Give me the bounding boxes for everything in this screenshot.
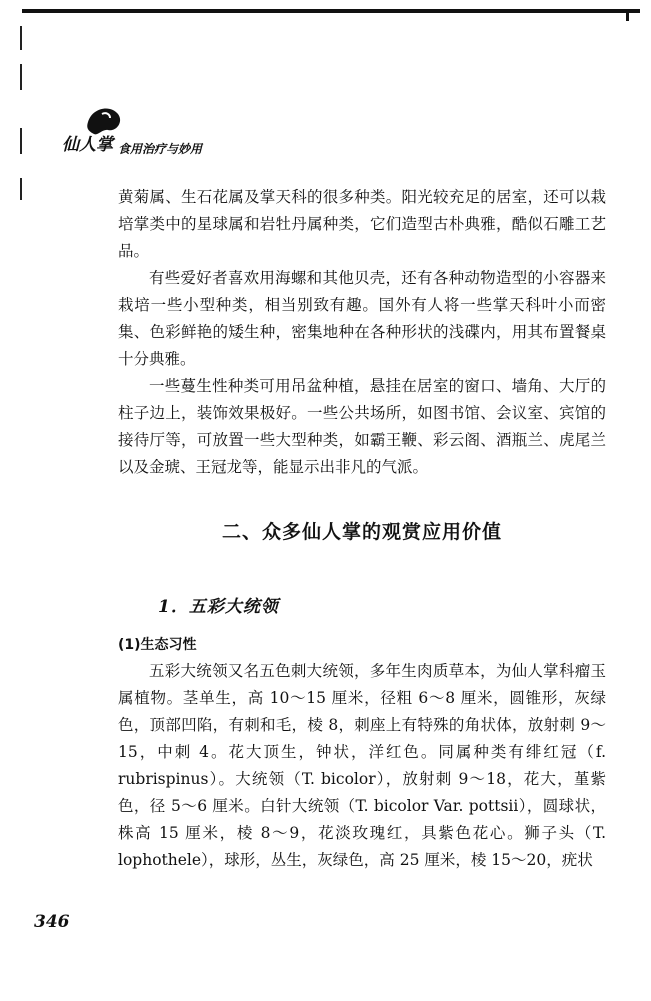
paragraph: 五彩大统领又名五色刺大统领，多年生肉质草本，为仙人掌科瘤玉属植物。茎单生，高 10～15 厘米，径粗 6～8 厘米，圆锥形，灰绿色，顶部凹陷，有刺和毛，棱 8，刺座上有特殊的角状体，放射刺 9～15，中刺 4。花大顶生，钟状，洋红色。同属种类有绯红冠（f. rubrispinus）。大统领（T. bicolor），放射刺 9～18，花大，堇紫色，径 5～6 厘米。白针大统领（T. bicolor Var. pottsii），圆球状，株高 15 厘米，棱 8～9，花淡玫瑰红，具紫色花心。狮子头（T. lophothele），球形，丛生，灰绿色，高 25 厘米，棱 15～20，疣状: [118, 662, 606, 869]
minor-heading: (1)生态习性: [118, 637, 197, 653]
paragraph: 黄菊属、生石花属及掌天科的很多种类。阳光较充足的居室，还可以栽培掌类中的星球属和岩牡丹属种类，它们造型古朴典雅，酷似石雕工艺品。: [118, 188, 606, 260]
margin-mark: [20, 26, 22, 50]
book-header-logo: [58, 104, 228, 166]
paragraph: 一些蔓生性种类可用吊盆种植，悬挂在居室的窗口、墙角、大厅的柱子边上，装饰效果极好。一些公共场所，如图书馆、会议室、宾馆的接待厅等，可放置一些大型种类，如霸王鞭、彩云阁、酒瓶兰、虎尾兰以及金琥、王冠龙等，能显示出非凡的气派。: [118, 377, 606, 476]
margin-mark: [20, 128, 22, 154]
logo-subtitle: 食用治疗与妙用: [118, 142, 203, 156]
top-border-corner: [626, 9, 629, 21]
body-text-top: [118, 184, 606, 481]
svg-text:仙人掌: 仙人掌: [62, 135, 113, 154]
page-number: 346: [34, 912, 70, 932]
top-border-rule: [22, 9, 640, 13]
margin-mark: [20, 64, 22, 90]
sub-heading: 1．五彩大统领: [158, 597, 279, 617]
body-text-bottom: [118, 658, 606, 874]
section-heading: 二、众多仙人掌的观赏应用价值: [221, 521, 502, 543]
paragraph: 有些爱好者喜欢用海螺和其他贝壳，还有各种动物造型的小容器来栽培一些小型种类，相当别致有趣。国外有人将一些掌天科叶小而密集、色彩鲜艳的矮生种，密集地种在各种形状的浅碟内，用其布置餐桌十分典雅。: [118, 269, 606, 368]
margin-mark: [20, 178, 22, 200]
